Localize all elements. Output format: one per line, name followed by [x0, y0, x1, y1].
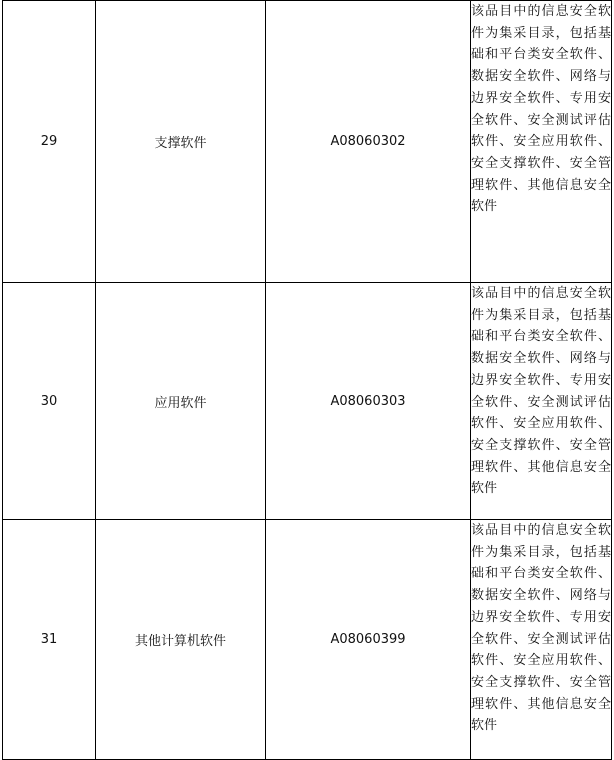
item-description: 该品目中的信息安全软件为集采目录，包括基础和平台类安全软件、数据安全软件、网络与边界安全软件、专用安全软件、安全测试评估软件、安全应用软件、安全支撑软件、安全管理软件、其他信息安全软件 [471, 520, 612, 760]
table-row [3, 283, 612, 520]
item-code: A08060302 [266, 1, 471, 283]
item-name: 支撑软件 [96, 1, 266, 283]
item-description: 该品目中的信息安全软件为集采目录，包括基础和平台类安全软件、数据安全软件、网络与边界安全软件、专用安全软件、安全测试评估软件、安全应用软件、安全支撑软件、安全管理软件、其他信息安全软件 [471, 1, 612, 283]
table-row [3, 520, 612, 760]
item-name: 应用软件 [96, 283, 266, 520]
row-number: 30 [3, 283, 96, 520]
row-number: 29 [3, 1, 96, 283]
item-name: 其他计算机软件 [96, 520, 266, 760]
catalog-table [2, 0, 612, 760]
item-code: A08060399 [266, 520, 471, 760]
table-row [3, 1, 612, 283]
item-code: A08060303 [266, 283, 471, 520]
item-description: 该品目中的信息安全软件为集采目录，包括基础和平台类安全软件、数据安全软件、网络与边界安全软件、专用安全软件、安全测试评估软件、安全应用软件、安全支撑软件、安全管理软件、其他信息安全软件 [471, 283, 612, 520]
row-number: 31 [3, 520, 96, 760]
